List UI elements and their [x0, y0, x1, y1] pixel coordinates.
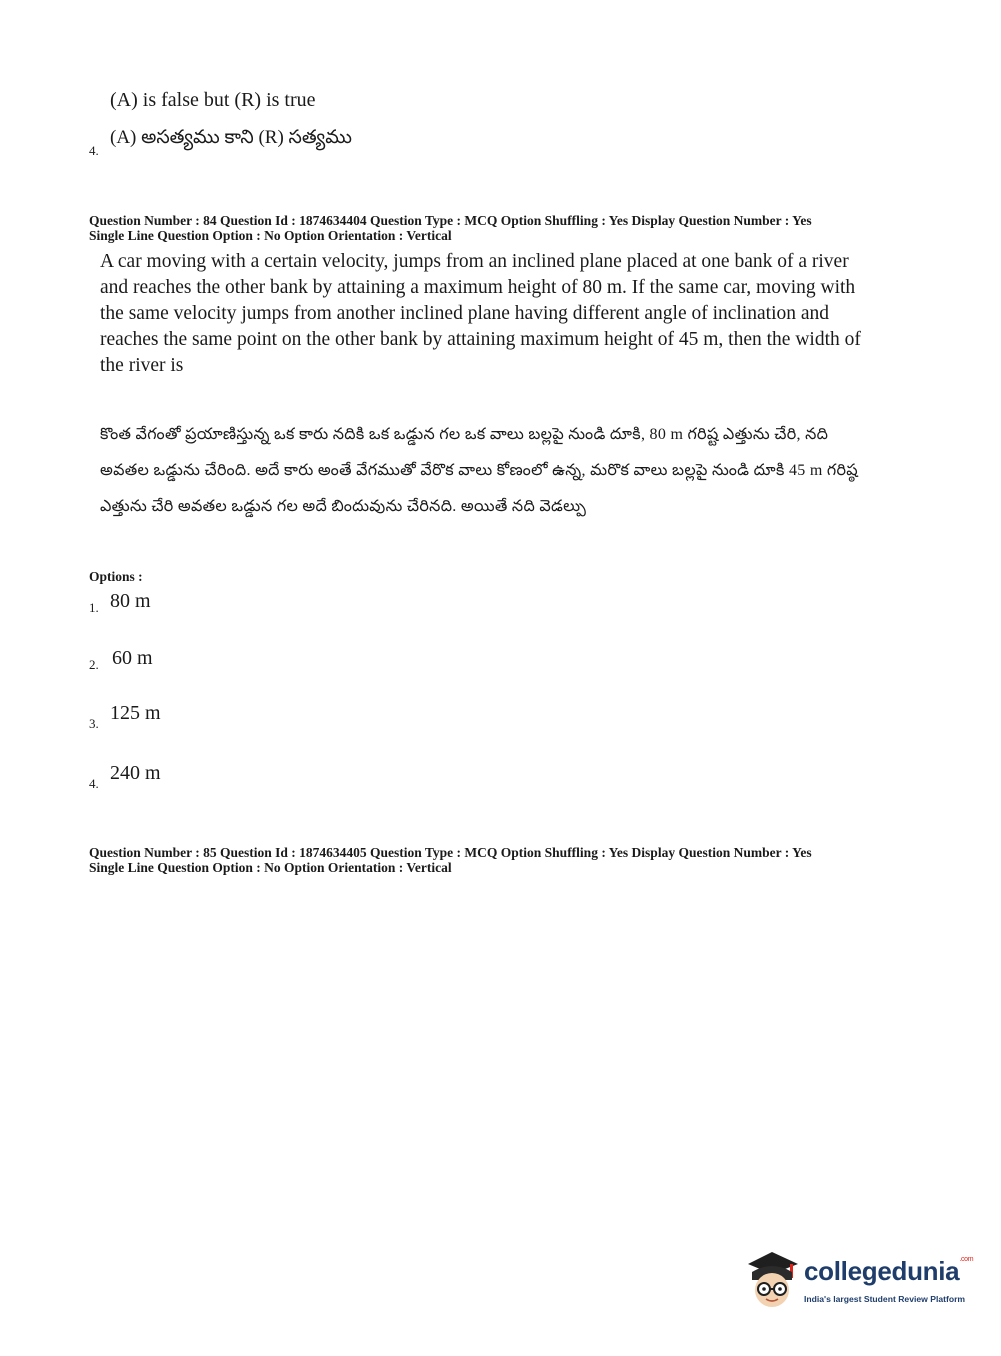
- q84-option-3-text: 125 m: [110, 702, 161, 724]
- graduate-mascot-icon: [742, 1246, 802, 1316]
- logo-tagline: India's largest Student Review Platform: [804, 1294, 966, 1304]
- q84-option-2-number: 2.: [89, 657, 99, 672]
- q84-option-4-number: 4.: [89, 776, 99, 791]
- q85-meta-line2: Single Line Question Option : No Option Orientation : Vertical: [89, 860, 452, 875]
- q84-options-label: Options :: [89, 569, 143, 584]
- q84-meta-line1: Question Number : 84 Question Id : 1874634404 Question Type : MCQ Option Shuffling : Yes Display Question Number : Yes: [89, 213, 812, 228]
- q84-option-1-text: 80 m: [110, 590, 151, 612]
- q84-question-text-en: A car moving with a certain velocity, jumps from an inclined plane placed at one bank of a river and reaches the other bank by attaining a maximum height of 80 m. If the same car, moving with the same velocity jumps from another inclined plane having different angle of inclination and reaches the same point on the other bank by attaining maximum height of 45 m, then the width of the river is: [100, 251, 861, 376]
- q84-option-2-text: 60 m: [112, 647, 153, 669]
- q84-meta-line2: Single Line Question Option : No Option Orientation : Vertical: [89, 228, 452, 243]
- logo-brand: [804, 1256, 973, 1287]
- q84-option-1-number: 1.: [89, 600, 99, 615]
- q84-option-3-number: 3.: [89, 716, 99, 731]
- logo-brand-text: collegedunia: [804, 1256, 960, 1286]
- q84-question-text-te: కొంత వేగంతో ప్రయాణిస్తున్న ఒక కారు నదికి ఒక ఒడ్డున గల ఒక వాలు బల్లపై నుండి దూకి, 80 m గరిష్ట ఎత్తును చేరి, నది అవతల ఒడ్డును చేరింది. అదే కారు అంతే వేగముతో వేరొక వాలు కోణంలో ఉన్న, మరొక వాలు బల్లపై నుండి దూకి 45 m గరిష్ఠ ఎత్తును చేరి అవతల ఒడ్డున గల అదే బిందువును చేరినది. అయితే నది వెడల్పు: [100, 426, 859, 515]
- prev-option-4-te: (A) అసత్యము కాని (R) సత్యము: [110, 127, 352, 148]
- logo-com: .com: [959, 1256, 974, 1263]
- collegedunia-logo: [742, 1246, 972, 1316]
- q84-option-4-text: 240 m: [110, 762, 161, 784]
- prev-option-4-en: (A) is false but (R) is true: [110, 89, 316, 111]
- q85-meta-line1: Question Number : 85 Question Id : 1874634405 Question Type : MCQ Option Shuffling : Yes Display Question Number : Yes: [89, 845, 812, 860]
- prev-option-4-number: 4.: [89, 143, 99, 158]
